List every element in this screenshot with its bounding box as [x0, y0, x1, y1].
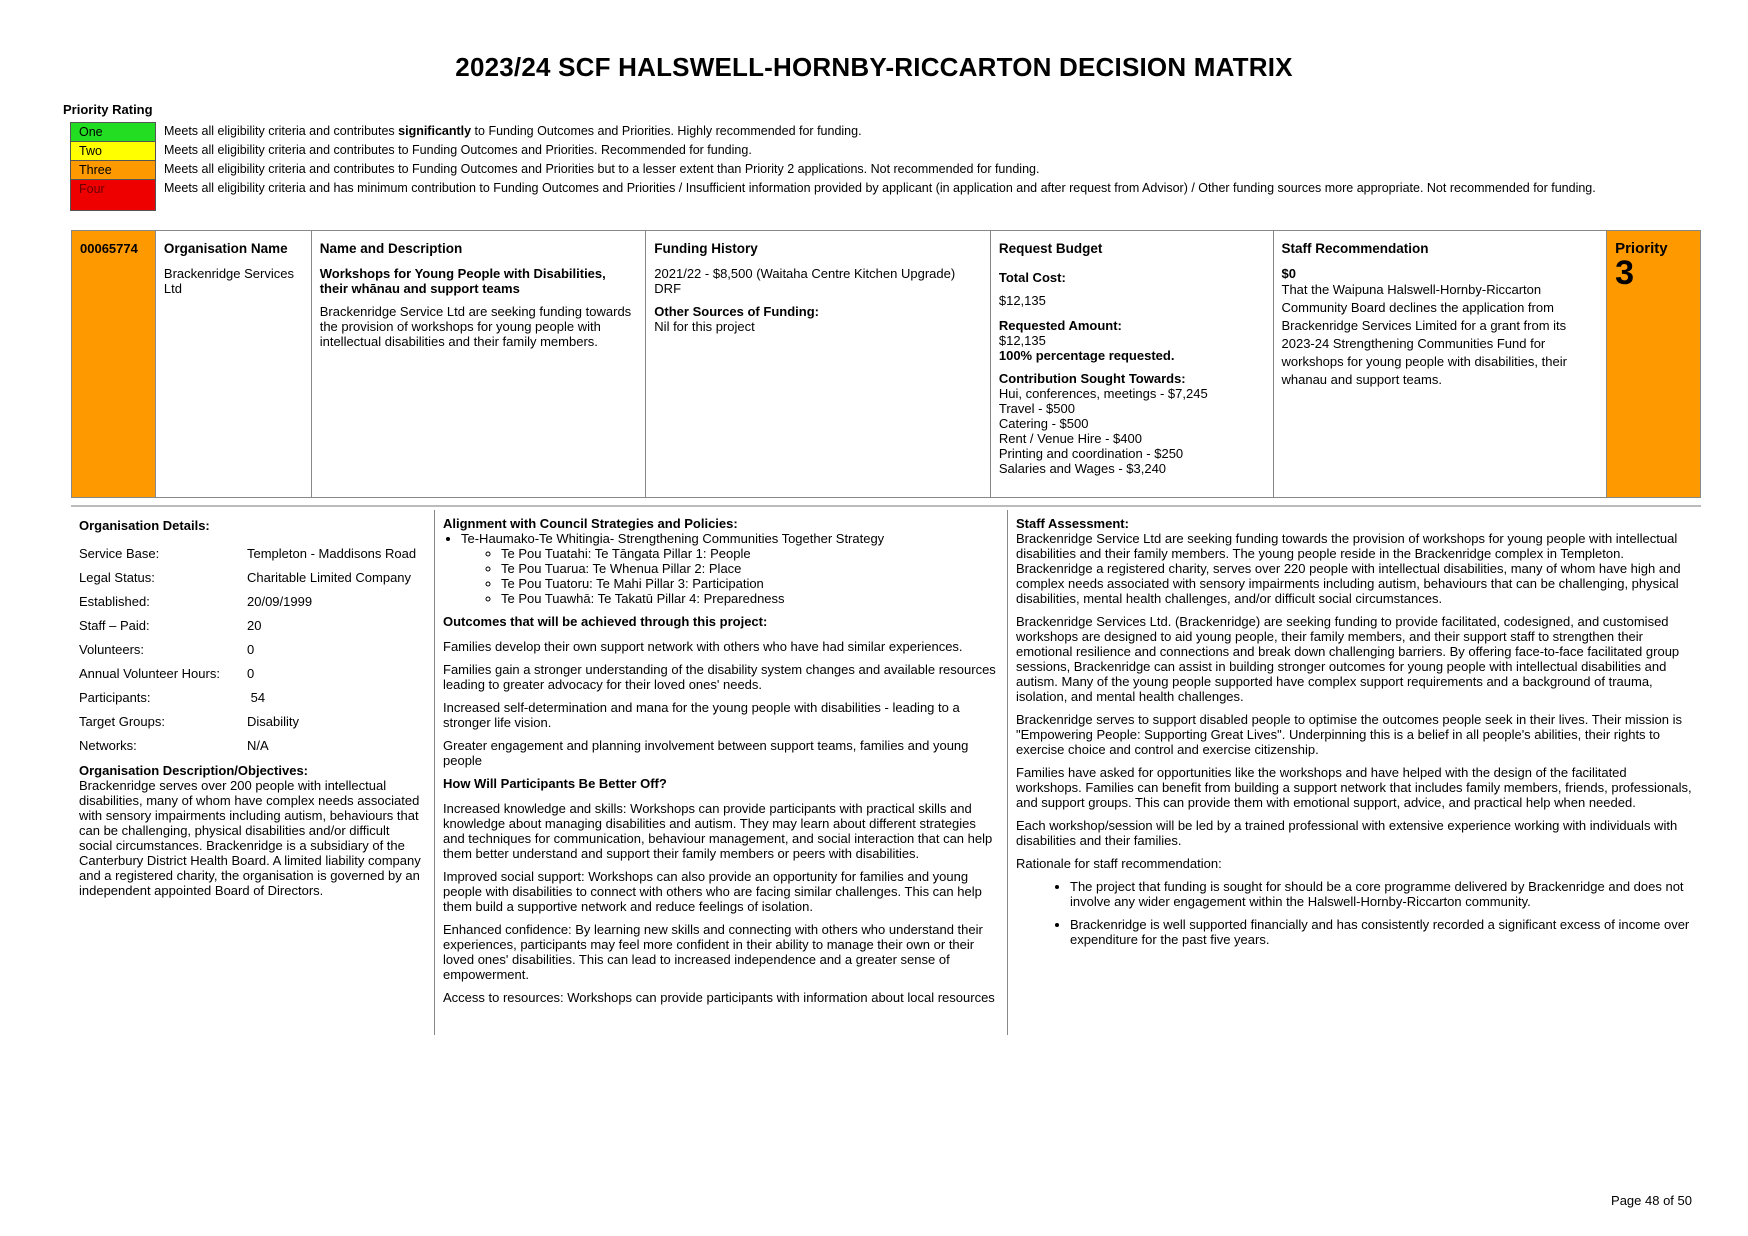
- outcome-item: Families gain a stronger understanding of the disability system changes and available resources leading to greater advocacy for their loved ones' needs.: [443, 662, 996, 692]
- legend-swatch-one: One: [70, 122, 156, 141]
- legend-swatch-two: Two: [70, 141, 156, 160]
- better-off-item: Increased knowledge and skills: Workshops can provide participants with practical skills and knowledge about managing disabilities and autism. They may learn about different strategies and techniques for communication, behaviour management, and social interaction that can help them better understand and support their family members or peers with disabilities.: [443, 801, 993, 861]
- rationale-item: • The project that funding is sought for should be a core programme delivered by Brackenridge and does not involve any wider engagement within the Halswell-Hornby-Riccarton community.: [1070, 879, 1693, 909]
- pillar-item: ◦ Te Pou Tuarua: Te Whenua Pillar 2: Place: [501, 561, 999, 576]
- priority-legend: [70, 122, 1690, 211]
- funding-history-column: [646, 231, 991, 497]
- priority-rating-heading: Priority Rating: [63, 102, 153, 117]
- strategy-list: [443, 531, 999, 606]
- rationale-list: [1016, 879, 1693, 947]
- percentage-requested: 100% percentage requested.: [998, 348, 1175, 363]
- org-detail-row: Participants: 54: [79, 689, 266, 705]
- legend-swatch-three: Three: [70, 160, 156, 179]
- details-section: [71, 510, 1701, 1035]
- outcome-item: Families develop their own support network with others who have had similar experiences.: [443, 639, 963, 654]
- legend-row-two: [70, 141, 1690, 160]
- staff-recommendation-header: Staff Recommendation: [1281, 241, 1429, 256]
- org-detail-row: Legal Status: Charitable Limited Company: [79, 569, 412, 585]
- application-summary-row: [71, 230, 1701, 498]
- pillar-item: ◦ Te Pou Tuatoru: Te Mahi Pillar 3: Participation: [501, 576, 999, 591]
- legend-row-one: [70, 122, 1690, 141]
- section-divider: [71, 505, 1701, 507]
- org-detail-row: Staff – Paid: 20: [79, 617, 262, 633]
- alignment-heading: Alignment with Council Strategies and Policies:: [443, 516, 738, 531]
- requested-amount-value: $12,135: [998, 333, 1046, 348]
- org-name-header: Organisation Name: [163, 241, 288, 256]
- contribution-item: Hui, conferences, meetings - $7,245: [998, 386, 1208, 401]
- requested-amount-label: Requested Amount:: [998, 318, 1122, 333]
- name-description-column: [312, 231, 647, 497]
- contribution-item: Printing and coordination - $250: [998, 446, 1184, 461]
- better-off-item: Access to resources: Workshops can provide participants with information about local resources: [443, 990, 995, 1005]
- other-sources-text: Nil for this project: [654, 319, 755, 334]
- pillar-item: ◦ Te Pou Tuatahi: Te Tāngata Pillar 1: People: [501, 546, 999, 561]
- contribution-item: Travel - $500: [998, 401, 1075, 416]
- outcomes-heading: Outcomes that will be achieved through this project:: [443, 614, 768, 629]
- total-cost-label: Total Cost:: [998, 270, 1066, 285]
- application-id: 00065774: [72, 231, 156, 497]
- org-details-heading: Organisation Details:: [79, 518, 210, 533]
- priority-column: [1607, 231, 1700, 497]
- priority-value: 3: [1615, 254, 1634, 292]
- legend-text-two: Meets all eligibility criteria and contributes to Funding Outcomes and Priorities. Recommended for funding.: [164, 143, 752, 157]
- contribution-item: Rent / Venue Hire - $400: [998, 431, 1142, 446]
- contribution-item: Catering - $500: [998, 416, 1089, 431]
- other-sources-label: Other Sources of Funding:: [654, 304, 819, 319]
- better-off-heading: How Will Participants Be Better Off?: [443, 776, 667, 791]
- organisation-column: [156, 231, 312, 497]
- pillar-list: [461, 546, 999, 606]
- project-description: Brackenridge Service Ltd are seeking funding towards the provision of workshops for young people with intellectual disabilities and their family members.: [319, 304, 632, 349]
- assessment-paragraph: Rationale for staff recommendation:: [1016, 856, 1222, 871]
- recommendation-text: That the Waipuna Halswell-Hornby-Riccarton Community Board declines the application from Brackenridge Services Limited for a grant from its 2023-24 Strengthening Communities Fund for workshops for young people with disabilities, their whanau and support teams.: [1281, 282, 1567, 387]
- legend-text-four: Meets all eligibility criteria and has minimum contribution to Funding Outcomes and Priorities / Insufficient information provided by applicant (in application and after request from Advisor) / Other funding sources more appropriate. Not recommended for funding.: [164, 181, 1596, 195]
- assessment-paragraph: Brackenridge serves to support disabled people to optimise the outcomes people seek in their lives. Their mission is "Empowering People: Supporting Great Lives". Underpinning this is a belief in all people's abilities, their rights to exercise choice and control and exercise citizenship.: [1016, 712, 1682, 757]
- legend-swatch-four: Four: [70, 179, 156, 211]
- org-detail-row: Networks: N/A: [79, 737, 269, 753]
- better-off-item: Enhanced confidence: By learning new skills and connecting with others who understand their experiences, participants may feel more confident in their ability to manage their own or their loved ones' disabilities. This can lead to increased independence and a greater sense of empowerment.: [443, 922, 983, 982]
- total-cost-value: $12,135: [998, 293, 1046, 308]
- org-description-text: Brackenridge serves over 200 people with intellectual disabilities, many of whom have complex needs associated with sensory impairments including autism, behaviours that can be challenging, physical disabilities and/or difficult social circumstances. Brackenridge is a subsidiary of the Canterbury District Health Board. A limited liability company and a registered charity, the organisation is governed by an independent appointed Board of Directors.: [79, 778, 421, 898]
- contribution-item: Salaries and Wages - $3,240: [998, 461, 1167, 476]
- assessment-paragraph: Families have asked for opportunities like the workshops and have helped with the design of the facilitated workshops. Families can benefit from building a support network that includes family members, friends, professionals, and support groups. This can provide them with emotional support, advice, and practical help when needed.: [1016, 765, 1692, 810]
- pillar-item: ◦ Te Pou Tuawhā: Te Takatū Pillar 4: Preparedness: [501, 591, 999, 606]
- recommended-amount: $0: [1281, 266, 1296, 281]
- org-detail-row: Service Base: Templeton - Maddisons Road: [79, 545, 417, 561]
- assessment-paragraph: Brackenridge Service Ltd are seeking funding towards the provision of workshops for young people with intellectual disabilities and their family members. The young people reside in the Brackenridge complex in Templeton. Brackenridge a registered charity, serves over 220 people with intellectual disabilities, many of whom have high and complex needs associated with sensory impairments including autism, behaviours that can be challenging, physical disabilities, mental health challenges, and/or difficult social circumstances.: [1016, 531, 1681, 606]
- legend-row-three: [70, 160, 1690, 179]
- staff-assessment-column: [1008, 510, 1701, 1035]
- legend-row-four: [70, 179, 1690, 211]
- org-detail-row: Annual Volunteer Hours: 0: [79, 665, 255, 681]
- legend-text-three: Meets all eligibility criteria and contributes to Funding Outcomes and Priorities but to a lesser extent than Priority 2 applications. Not recommended for funding.: [164, 162, 1040, 176]
- contribution-label: Contribution Sought Towards:: [998, 371, 1186, 386]
- page-number: Page 48 of 50: [1611, 1193, 1692, 1208]
- priority-header: Priority: [1615, 240, 1668, 257]
- name-description-header: Name and Description: [319, 241, 463, 256]
- request-budget-header: Request Budget: [998, 241, 1103, 256]
- org-description-heading: Organisation Description/Objectives:: [79, 763, 308, 778]
- request-budget-column: [991, 231, 1274, 497]
- rationale-item: • Brackenridge is well supported financially and has consistently recorded a significant excess of income over expenditure for the past five years.: [1070, 917, 1693, 947]
- funding-history-text: 2021/22 - $8,500 (Waitaha Centre Kitchen Upgrade) DRF: [654, 266, 956, 296]
- staff-assessment-heading: Staff Assessment:: [1016, 516, 1129, 531]
- strategy-item: • Te-Haumako-Te Whitingia- Strengthening Communities Together Strategy ◦ Te Pou Tuatahi: Te Tāngata Pillar 1: People ◦ Te Pou Tuarua: Te Whenua Pillar 2: Place ◦ Te Pou Tuatoru: Te Mahi Pillar 3: Participation ◦ Te Pou Tuawhā: Te Takatū Pillar 4: Preparedness: [461, 531, 999, 606]
- alignment-column: [435, 510, 1008, 1035]
- assessment-paragraph: Each workshop/session will be led by a trained professional with extensive experience working with individuals with disabilities and their families.: [1016, 818, 1678, 848]
- assessment-paragraph: Brackenridge Services Ltd. (Brackenridge) are seeking funding to provide facilitated, codesigned, and customised workshops are designed to aid young people, their family members, and their support staff to strengthen their emotional resilience and connections and break down challenging barriers. By offering face-to-face facilitated group sessions, Brackenridge can assist in building stronger outcomes for young people with intellectual disabilities and autism. Many of the young people supported have complex support requirements and a background of trauma, isolation, and mental health challenges.: [1016, 614, 1680, 704]
- org-name: Brackenridge Services Ltd: [163, 266, 294, 296]
- outcome-item: Increased self-determination and mana for the young people with disabilities - leading to a stronger life vision.: [443, 700, 960, 730]
- page-title: 2023/24 SCF HALSWELL-HORNBY-RICCARTON DECISION MATRIX: [455, 52, 1293, 82]
- legend-text-one: Meets all eligibility criteria and contributes significantly to Funding Outcomes and Priorities. Highly recommended for funding.: [164, 124, 862, 138]
- outcome-item: Greater engagement and planning involvement between support teams, families and young people: [443, 738, 969, 768]
- org-detail-row: Established: 20/09/1999: [79, 593, 313, 609]
- organisation-details-column: [71, 510, 435, 1035]
- org-detail-row: Volunteers: 0: [79, 641, 255, 657]
- funding-history-header: Funding History: [654, 241, 758, 256]
- project-title: Workshops for Young People with Disabilities, their whānau and support teams: [319, 266, 606, 296]
- better-off-item: Improved social support: Workshops can also provide an opportunity for families and young people with disabilities to connect with others who are facing similar challenges. This can help them build a supportive network and reduce feelings of isolation.: [443, 869, 982, 914]
- staff-recommendation-column: [1274, 231, 1608, 497]
- org-detail-row: Target Groups: Disability: [79, 713, 300, 729]
